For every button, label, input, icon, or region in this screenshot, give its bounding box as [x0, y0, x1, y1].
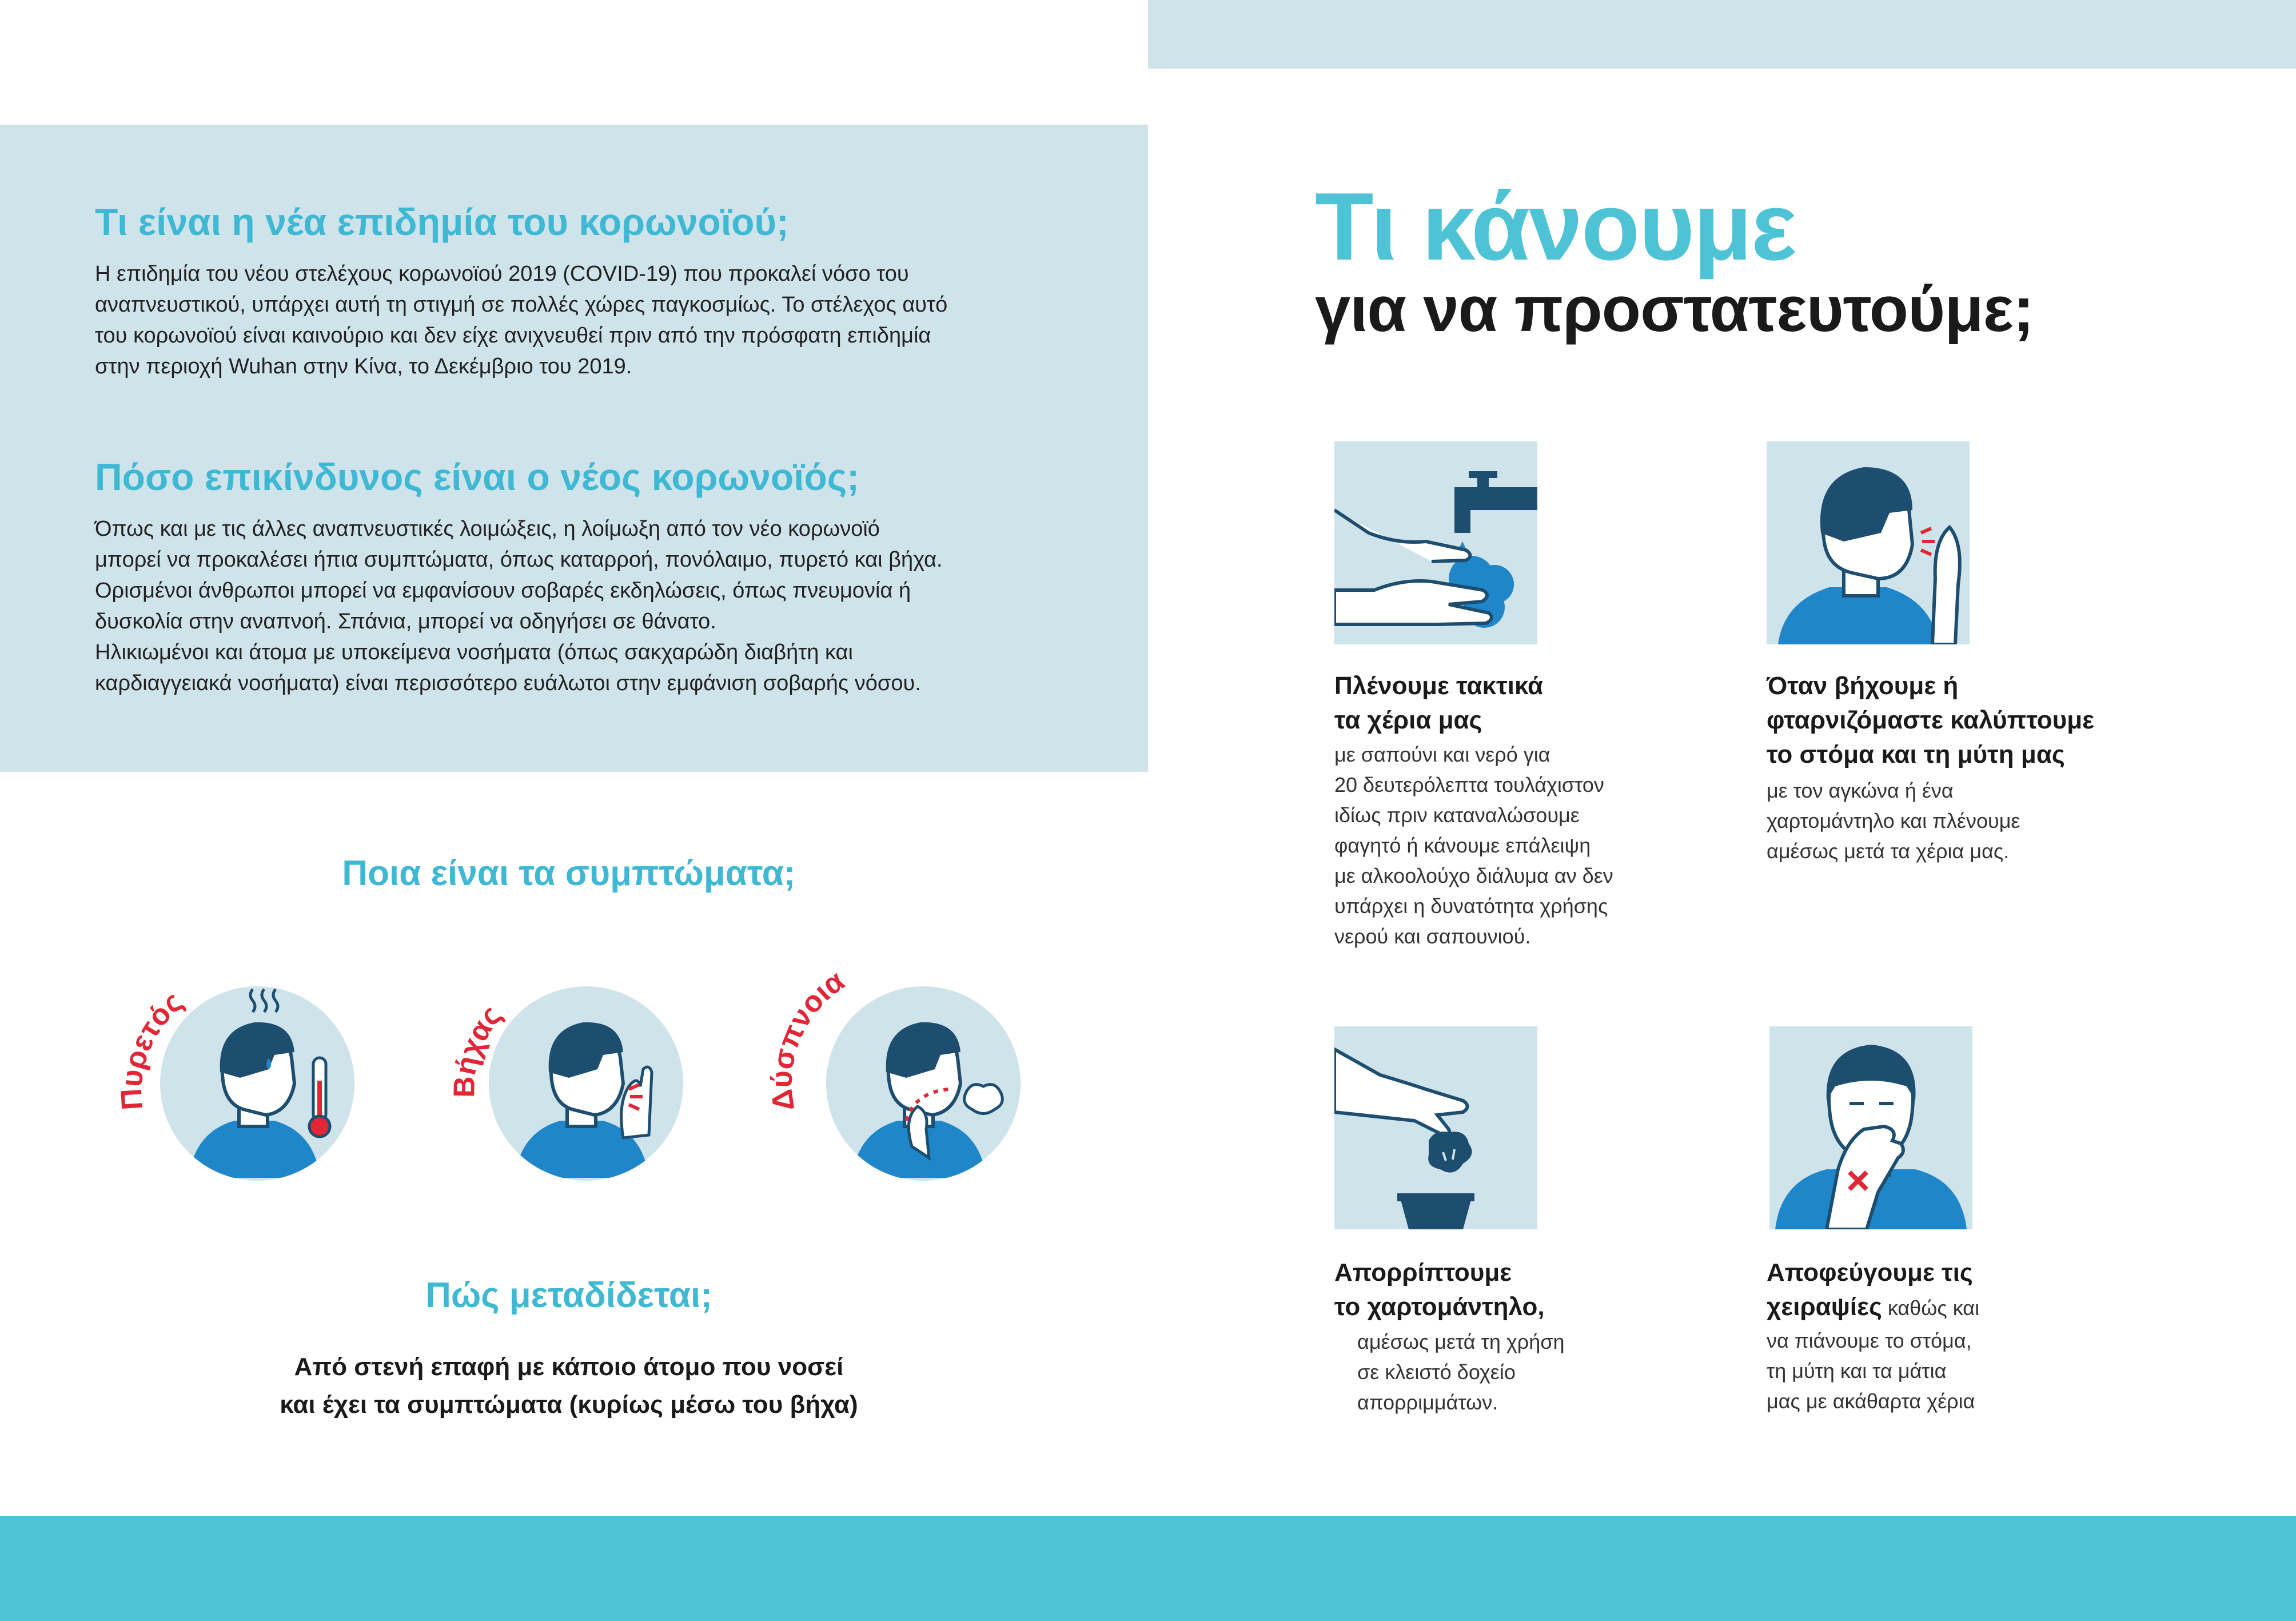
top-decor-strip — [1148, 0, 2296, 69]
answer-what-is-epidemic: Η επιδημία του νέου στελέχους κορωνοϊού 2019 (COVID-19) που προκαλεί νόσο του αναπνευστικού, υπάρχει αυτή τη στιγμή σε πολλές χώρες παγκοσμίως. Το στέλεχος αυτό του κορωνοϊού είναι καινούριο και δεν είχε ανιχνευθεί πριν από την πρόσφατη επιδημία στην περιοχή Wuhan στην Κίνα, το Δεκέμβριο του 2019. — [95, 262, 948, 379]
protect-title-line2: για να προστατευτούμε; — [1315, 273, 2034, 345]
step-cover-mouth-text: με τον αγκώνα ή ένα χαρτομάντηλο και πλένουμε αμέσως μετά τα χέρια μας. — [1767, 779, 2020, 863]
symptom-shortness-of-breath — [760, 938, 1035, 1189]
protect-title-line1: Τι κάνουμε — [1315, 173, 1796, 280]
symptom-dyspnea-label: Δύσπνοια — [765, 964, 851, 1113]
answer-how-dangerous: Όπως και με τις άλλες αναπνευστικές λοιμώξεις, η λοίμωξη από τον νέο κορωνοϊό μπορεί να προκαλέσει ήπια συμπτώματα, όπως καταρροή, πονόλαιμο, πυρετό και βήχα. Ορισμένοι άνθρωποι μπορεί να εμφανίσουν σοβαρές εκδηλώσεις, όπως πνευμονία ή δυσκολία στην αναπνοή. Σπάνια, μπορεί να οδηγήσει σε θάνατο. Ηλικιωμένοι και άτομα με υποκείμενα νοσήματα (όπως σακχαρώδη διαβήτη και καρδιαγγειακά νοσήματα) είναι περισσότερο ευάλωτοι στην εμφάνιση σοβαρής νόσου. — [95, 517, 943, 695]
wash-hands-illustration — [1334, 441, 1537, 644]
symptom-cough-label: Βήχας — [448, 999, 508, 1098]
transmission-heading: Πώς μεταδίδεται; — [425, 1276, 712, 1315]
symptom-fever-label: Πυρετός — [114, 985, 189, 1112]
symptom-fever — [103, 949, 366, 1189]
cover-mouth-illustration — [1767, 441, 1970, 644]
symptoms-heading: Ποια είναι τα συμπτώματα; — [342, 854, 796, 893]
transmission-text: Από στενή επαφή με κάποιο άτομο που νοσεί και έχει τα συμπτώματα (κυρίως μέσω του βήχα) — [280, 1353, 858, 1419]
question-what-is-epidemic: Τι είναι η νέα επιδημία του κορωνοϊού; — [95, 201, 789, 243]
step-wash-hands-text: με σαπούνι και νερό για 20 δευτερόλεπτα τουλάχιστον ιδίως πριν καταναλώσουμε φαγητό ή κάνουμε επάλειψη με αλκοολούχο διάλυμα αν δεν υπάρχει η δυνατότητα χρήσης νερού και σαπουνιού. — [1334, 743, 1613, 948]
symptom-cough — [435, 949, 697, 1189]
bottom-decor-strip — [0, 1516, 2296, 1621]
step-dispose-tissue-title: Απορρίπτουμε το χαρτομάντηλο, — [1334, 1258, 1545, 1321]
step-dispose-tissue-text: αμέσως μετά τη χρήση σε κλειστό δοχείο απορριμμάτων. — [1357, 1330, 1565, 1414]
step-cover-mouth-title: Όταν βήχουμε ή φταρνιζόμαστε καλύπτουμε το στόμα και τη μύτη μας — [1767, 672, 2095, 768]
dispose-tissue-illustration — [1334, 1026, 1537, 1229]
question-how-dangerous: Πόσο επικίνδυνος είναι ο νέος κορωνοϊός; — [95, 456, 860, 498]
step-wash-hands-title: Πλένουμε τακτικά τα χέρια μας — [1334, 672, 1544, 734]
avoid-touching-face-illustration — [1769, 1026, 1972, 1229]
step-avoid-handshakes-title: Αποφεύγουμε τις χειραψίες καθώς και — [1767, 1258, 1980, 1321]
step-avoid-handshakes-text: να πιάνουμε το στόμα, τη μύτη και τα μάτια μας με ακάθαρτα χέρια — [1767, 1329, 1975, 1413]
